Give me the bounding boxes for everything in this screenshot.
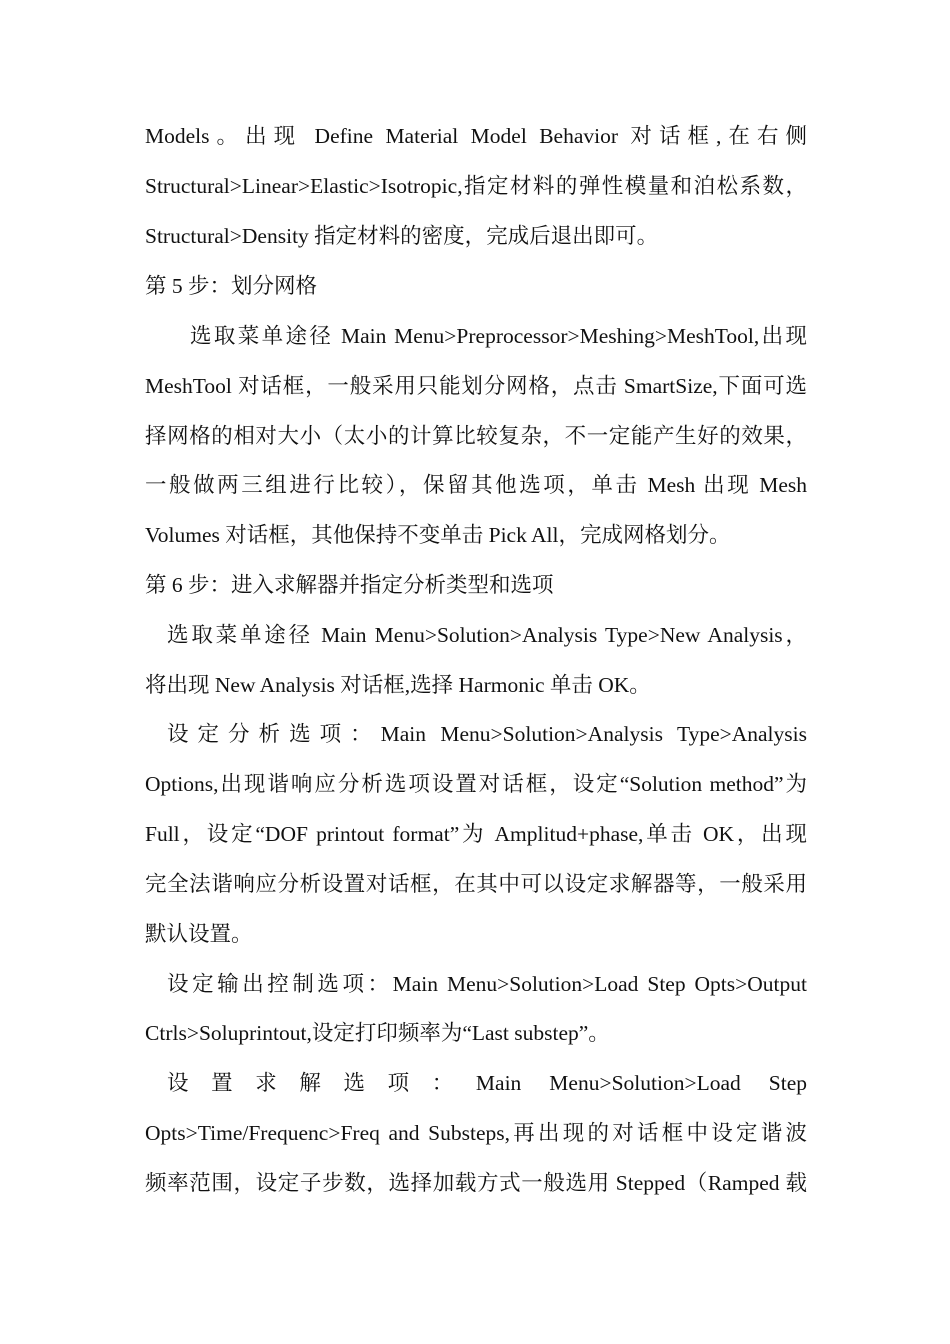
text-line: 频率范围，设定子步数，选择加载方式一般选用 Stepped（Ramped 载 (145, 1171, 807, 1195)
text-line: 选取菜单途径 Main Menu>Solution>Analysis Type>New Analysis， (167, 623, 807, 647)
text-line: 一般做两三组进行比较），保留其他选项，单击 Mesh 出现 Mesh (145, 473, 807, 497)
text-line: Volumes 对话框，其他保持不变单击 Pick All，完成网格划分。 (145, 523, 731, 547)
text-line: 完全法谐响应分析设置对话框，在其中可以设定求解器等，一般采用 (145, 872, 807, 896)
text-line: Structural>Linear>Elastic>Isotropic,指定材料的弹性模量和泊松系数， (145, 174, 807, 198)
text-line: Models。出现 Define Material Model Behavior 对话框,在右侧 (145, 124, 807, 148)
text-line: 设定输出控制选项：Main Menu>Solution>Load Step Opts>Output (167, 972, 807, 996)
text-line: Ctrls>Soluprintout,设定打印频率为“Last substep”。 (145, 1021, 610, 1045)
text-line: 择网格的相对大小（太小的计算比较复杂，不一定能产生好的效果， (145, 424, 807, 448)
text-line: 设置求解选项：Main Menu>Solution>Load Step (167, 1071, 807, 1095)
text-line: Opts>Time/Frequenc>Freq and Substeps,再出现的对话框中设定谐波 (145, 1121, 807, 1145)
text-line: 选取菜单途径 Main Menu>Preprocessor>Meshing>MeshTool,出现 (190, 324, 807, 348)
text-line: 将出现 New Analysis 对话框,选择 Harmonic 单击 OK。 (145, 673, 651, 697)
text-line: Full，设定“DOF printout format”为 Amplitud+phase,单击 OK，出现 (145, 822, 807, 846)
section-heading: 第 6 步：进入求解器并指定分析类型和选项 (145, 573, 554, 597)
text-line: Structural>Density 指定材料的密度，完成后退出即可。 (145, 224, 659, 248)
text-line: 默认设置。 (145, 922, 253, 946)
section-heading: 第 5 步：划分网格 (145, 274, 318, 298)
text-line: MeshTool 对话框，一般采用只能划分网格，点击 SmartSize,下面可选 (145, 374, 807, 398)
text-line: 设定分析选项：Main Menu>Solution>Analysis Type>Analysis (167, 722, 807, 746)
text-line: Options,出现谐响应分析选项设置对话框，设定“Solution method”为 (145, 772, 807, 796)
